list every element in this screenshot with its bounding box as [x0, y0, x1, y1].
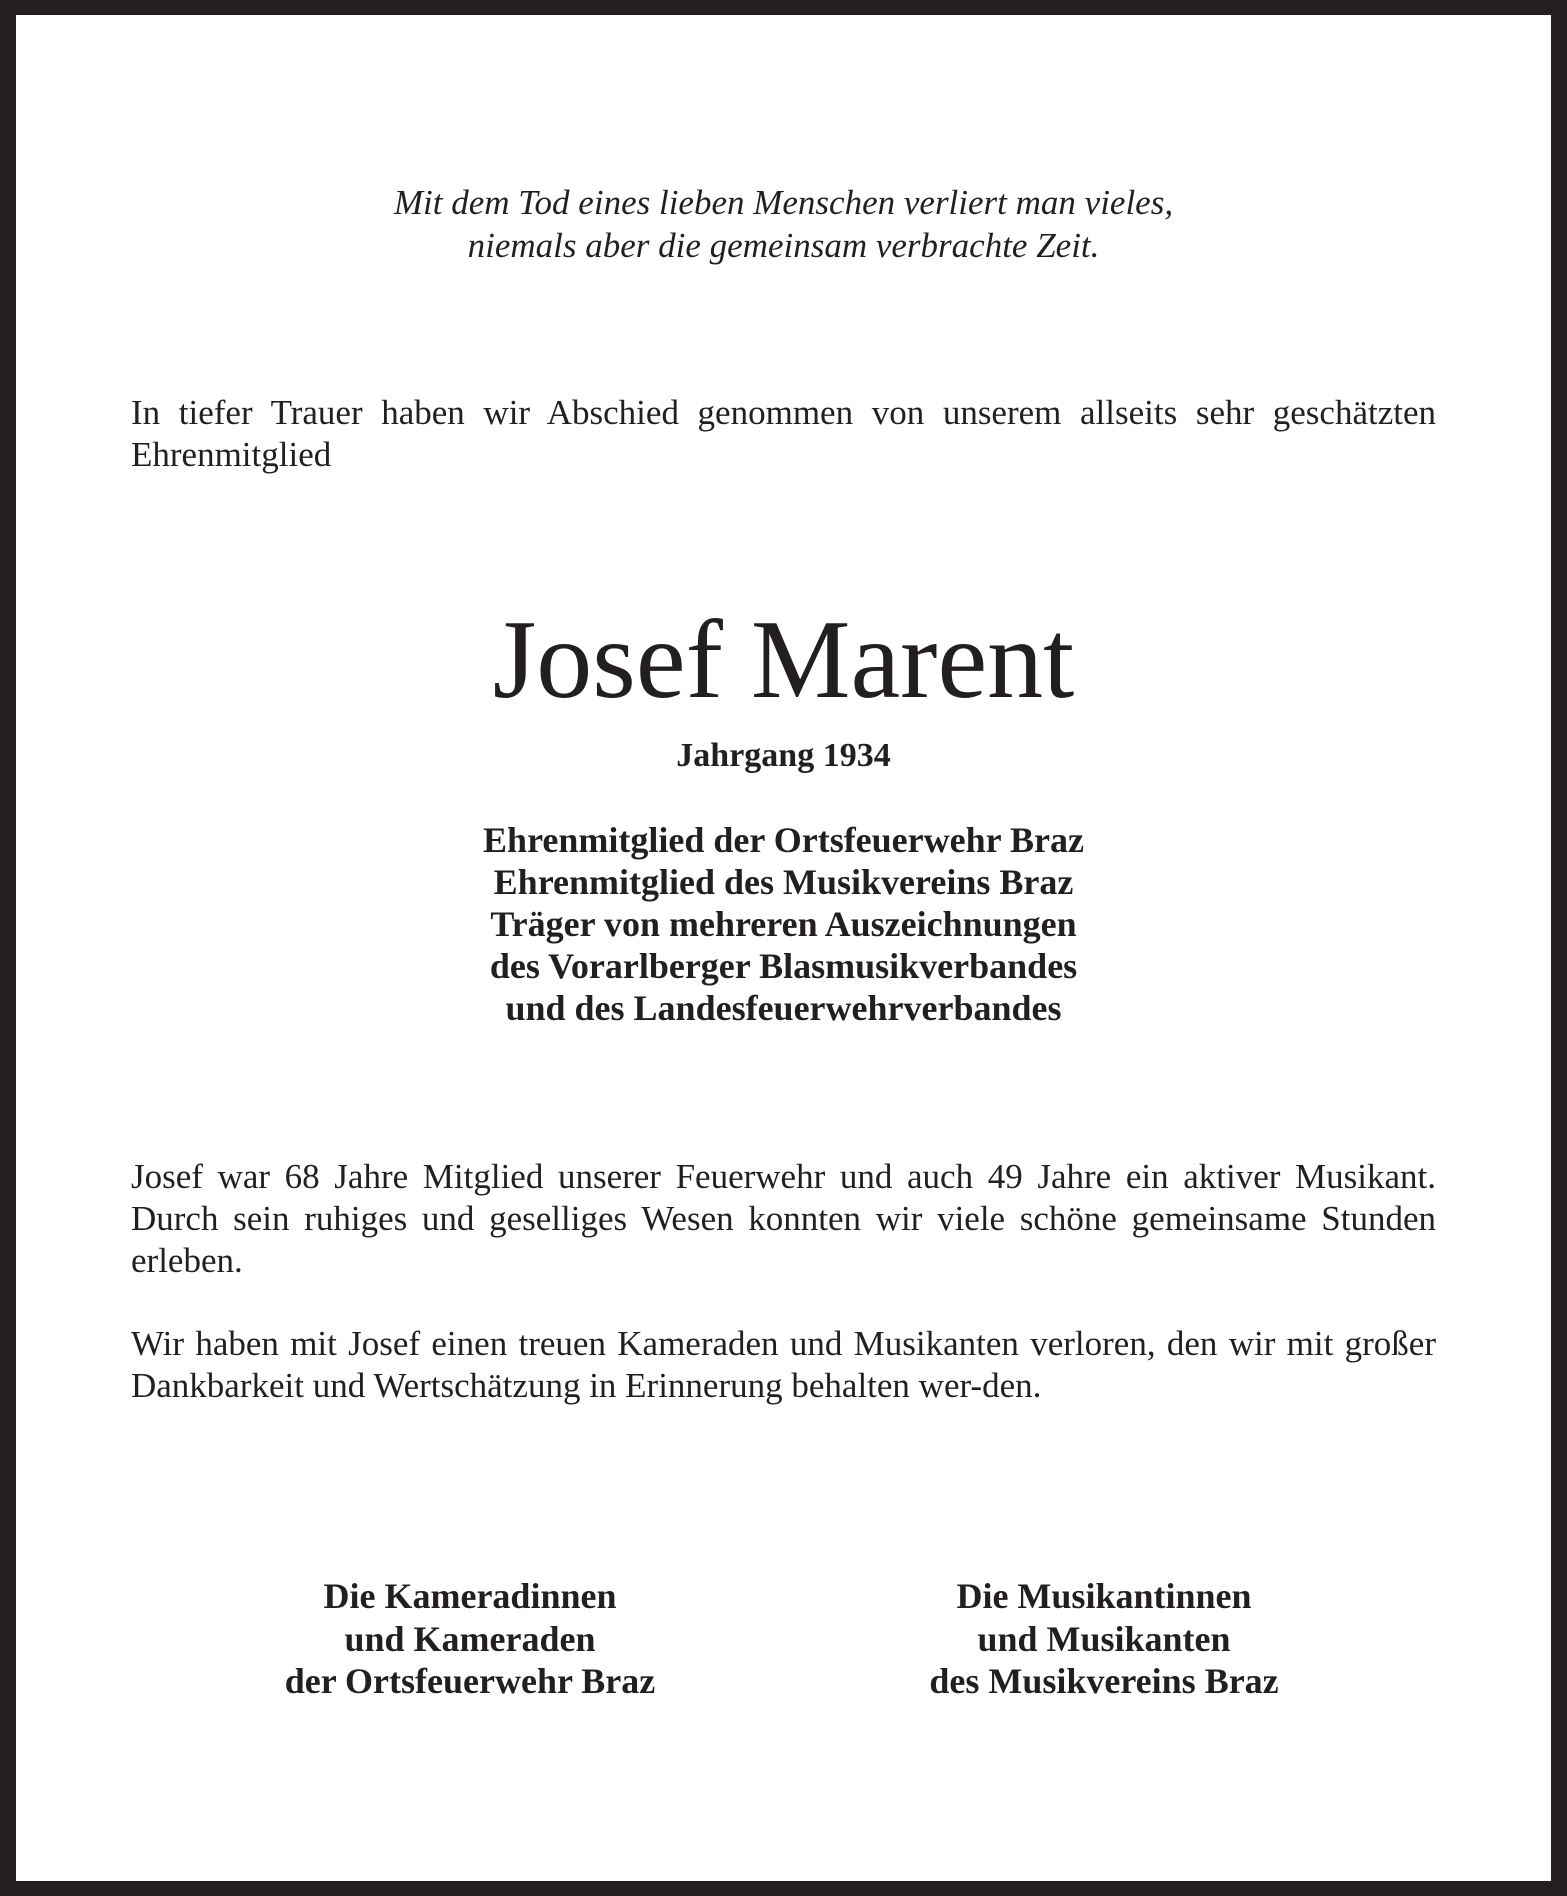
signature-line: und Kameraden: [344, 1618, 596, 1659]
signature-line: Die Kameradinnen: [323, 1576, 617, 1616]
signature-line: Die Musikantinnen: [956, 1576, 1252, 1616]
deceased-name: Josef Marent: [492, 598, 1075, 722]
intro-paragraph: In tiefer Trauer haben wir Abschied genommen von unserem allseits sehr geschätzten Ehrenmitglied: [131, 393, 1436, 474]
honors-list: [16, 819, 1551, 1029]
signature-fire-brigade: [160, 1575, 780, 1703]
honor-line: des Vorarlberger Blasmusikverbandes: [489, 946, 1078, 986]
signature-music-club: [794, 1575, 1414, 1703]
signature-line: und Musikanten: [977, 1618, 1231, 1659]
honor-line: Ehrenmitglied des Musikvereins Braz: [493, 862, 1074, 902]
quote-line: niemals aber die gemeinsam verbrachte Zeit.: [467, 226, 1100, 265]
honor-line: und des Landesfeuerwehrverbandes: [505, 988, 1062, 1028]
signature-line: des Musikvereins Braz: [929, 1661, 1279, 1701]
honor-line: Träger von mehreren Auszeichnungen: [490, 904, 1077, 944]
body-paragraph-1: Josef war 68 Jahre Mitglied unserer Feuerwehr und auch 49 Jahre ein aktiver Musikant. Durch sein ruhiges und geselliges Wesen konnten wir viele schöne gemeinsame Stunden erleben.: [131, 1157, 1436, 1280]
birth-year: Jahrgang 1934: [676, 737, 891, 774]
body-paragraph-2: Wir haben mit Josef einen treuen Kameraden und Musikanten verloren, den wir mit großer Dankbarkeit und Wertschätzung in Erinnerung behalten wer-den.: [131, 1324, 1436, 1405]
obituary-notice: [16, 15, 1551, 1881]
quote-line: Mit dem Tod eines lieben Menschen verliert man vieles,: [393, 183, 1174, 222]
memorial-quote: [16, 181, 1551, 267]
honor-line: Ehrenmitglied der Ortsfeuerwehr Braz: [483, 820, 1084, 860]
signature-line: der Ortsfeuerwehr Braz: [284, 1661, 656, 1701]
